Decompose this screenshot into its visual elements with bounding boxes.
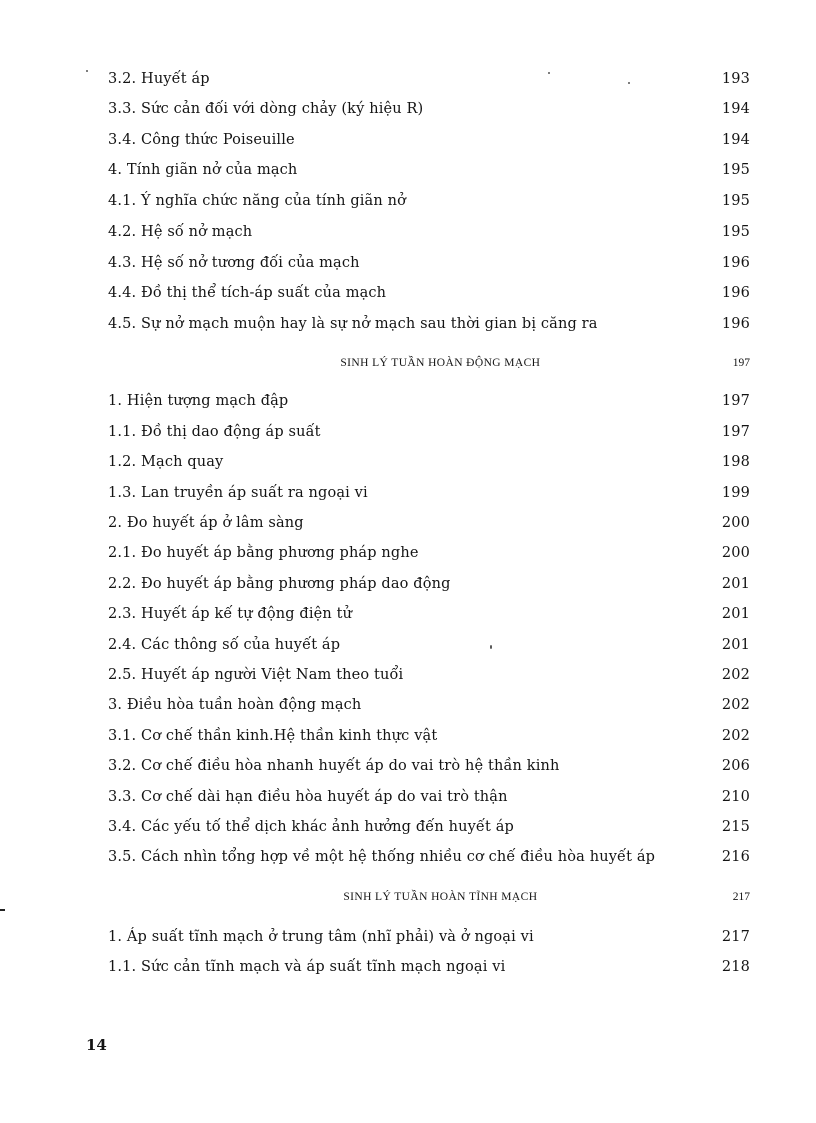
toc-entry [108, 603, 750, 625]
section-heading-title: SINH LÝ TUẦN HOÀN TĨNH MẠCH [343, 891, 538, 903]
toc-entry [108, 159, 750, 181]
toc-entry-page: 194 [721, 132, 750, 148]
toc-entry-title: 2.2. Đo huyết áp bằng phương pháp dao động [108, 576, 451, 592]
toc-entry-page: 197 [721, 393, 750, 409]
margin-mark [0, 909, 5, 911]
toc-entry-title: 3. Điều hòa tuần hoàn động mạch [108, 697, 362, 713]
toc-entry [108, 313, 750, 335]
toc-entry [108, 816, 750, 838]
toc-entry-page: 218 [721, 959, 750, 975]
toc-entry-page: 194 [721, 101, 750, 117]
toc-entry-page: 210 [721, 789, 750, 805]
toc-entry-page: 206 [721, 758, 750, 774]
scan-speck [548, 72, 550, 74]
toc-entry-title: 4.1. Ý nghĩa chức năng của tính giãn nở [108, 193, 406, 209]
toc-entry-title: 3.4. Các yếu tố thể dịch khác ảnh hưởng đến huyết áp [108, 819, 514, 835]
toc-entry-page: 215 [721, 819, 750, 835]
toc-entry-title: 1.3. Lan truyền áp suất ra ngoại vi [108, 485, 368, 501]
toc-entry [108, 573, 750, 595]
toc-entry [108, 421, 750, 443]
toc-entry-title: 1. Áp suất tĩnh mạch ở trung tâm (nhĩ phải) và ở ngoại vi [108, 929, 534, 945]
toc-entry [108, 846, 750, 868]
scan-speck [490, 645, 492, 649]
toc-entry [108, 786, 750, 808]
toc-entry-page: 202 [721, 667, 750, 683]
toc-entry [108, 252, 750, 274]
toc-entry [108, 282, 750, 304]
scan-speck [86, 70, 88, 72]
toc-entry-title: 2.1. Đo huyết áp bằng phương pháp nghe [108, 545, 419, 561]
toc-entry-title: 3.3. Cơ chế dài hạn điều hòa huyết áp do vai trò thận [108, 789, 508, 805]
toc-entry-title: 4.3. Hệ số nở tương đối của mạch [108, 255, 360, 271]
scan-speck [628, 82, 630, 84]
toc-entry-title: 2. Đo huyết áp ở lâm sàng [108, 515, 304, 531]
toc-entry [108, 190, 750, 212]
toc-entry-page: 193 [721, 71, 750, 87]
toc-entry-page: 200 [721, 515, 750, 531]
toc-entry-title: 3.2. Huyết áp [108, 71, 210, 87]
toc-entry-page: 217 [721, 929, 750, 945]
toc-entry [108, 129, 750, 151]
toc-entry [108, 390, 750, 412]
toc-entry [108, 221, 750, 243]
toc-entry-page: 196 [721, 285, 750, 301]
toc-entry-title: 4. Tính giãn nở của mạch [108, 162, 298, 178]
toc-entry [108, 926, 750, 948]
section-heading-page: 197 [732, 357, 750, 369]
toc-entry [108, 68, 750, 90]
toc-entry-title: 1.2. Mạch quay [108, 454, 224, 470]
toc-entry-page: 202 [721, 728, 750, 744]
toc-entry-page: 197 [721, 424, 750, 440]
toc-entry-page: 196 [721, 316, 750, 332]
toc-entry [108, 664, 750, 686]
section-heading [108, 352, 750, 374]
page-number: 14 [86, 1036, 107, 1054]
toc-entry-title: 3.3. Sức cản đối với dòng chảy (ký hiệu R) [108, 101, 424, 117]
toc-entry-page: 216 [721, 849, 750, 865]
section-heading [108, 886, 750, 908]
toc-entry-page: 195 [721, 193, 750, 209]
toc-entry-page: 195 [721, 224, 750, 240]
toc-entry-title: 1. Hiện tượng mạch đập [108, 393, 289, 409]
toc-entry-page: 201 [721, 606, 750, 622]
toc-entry [108, 725, 750, 747]
toc-entry [108, 512, 750, 534]
toc-entry-title: 2.5. Huyết áp người Việt Nam theo tuổi [108, 667, 404, 683]
toc-entry-title: 4.5. Sự nở mạch muộn hay là sự nở mạch sau thời gian bị căng ra [108, 316, 598, 332]
toc-entry-title: 3.5. Cách nhìn tổng hợp về một hệ thống nhiều cơ chế điều hòa huyết áp [108, 849, 656, 865]
toc-entry [108, 542, 750, 564]
toc-entry-page: 199 [721, 485, 750, 501]
toc-entry [108, 956, 750, 978]
toc-entry [108, 755, 750, 777]
toc-entry-page: 198 [721, 454, 750, 470]
toc-entry-title: 4.4. Đồ thị thể tích-áp suất của mạch [108, 285, 387, 301]
toc-entry-title: 1.1. Sức cản tĩnh mạch và áp suất tĩnh mạch ngoại vi [108, 959, 506, 975]
section-heading-title: SINH LÝ TUẦN HOÀN ĐỘNG MẠCH [340, 357, 541, 369]
toc-entry [108, 634, 750, 656]
toc-entry-page: 196 [721, 255, 750, 271]
toc-entry-title: 4.2. Hệ số nở mạch [108, 224, 253, 240]
toc-entry [108, 451, 750, 473]
toc-entry-page: 201 [721, 576, 750, 592]
toc-entry-title: 3.1. Cơ chế thần kinh.Hệ thần kinh thực vật [108, 728, 438, 744]
toc-entry-page: 201 [721, 637, 750, 653]
section-heading-page: 217 [732, 891, 750, 903]
toc-entry [108, 694, 750, 716]
toc-entry-page: 195 [721, 162, 750, 178]
toc-entry [108, 482, 750, 504]
toc-entry [108, 98, 750, 120]
toc-entry-title: 1.1. Đồ thị dao động áp suất [108, 424, 321, 440]
toc-entry-page: 202 [721, 697, 750, 713]
toc-entry-title: 2.4. Các thông số của huyết áp [108, 637, 341, 653]
toc-entry-title: 2.3. Huyết áp kế tự động điện tử [108, 606, 353, 622]
toc-entry-page: 200 [721, 545, 750, 561]
toc-entry-title: 3.4. Công thức Poiseuille [108, 132, 295, 148]
toc-entry-title: 3.2. Cơ chế điều hòa nhanh huyết áp do vai trò hệ thần kinh [108, 758, 560, 774]
